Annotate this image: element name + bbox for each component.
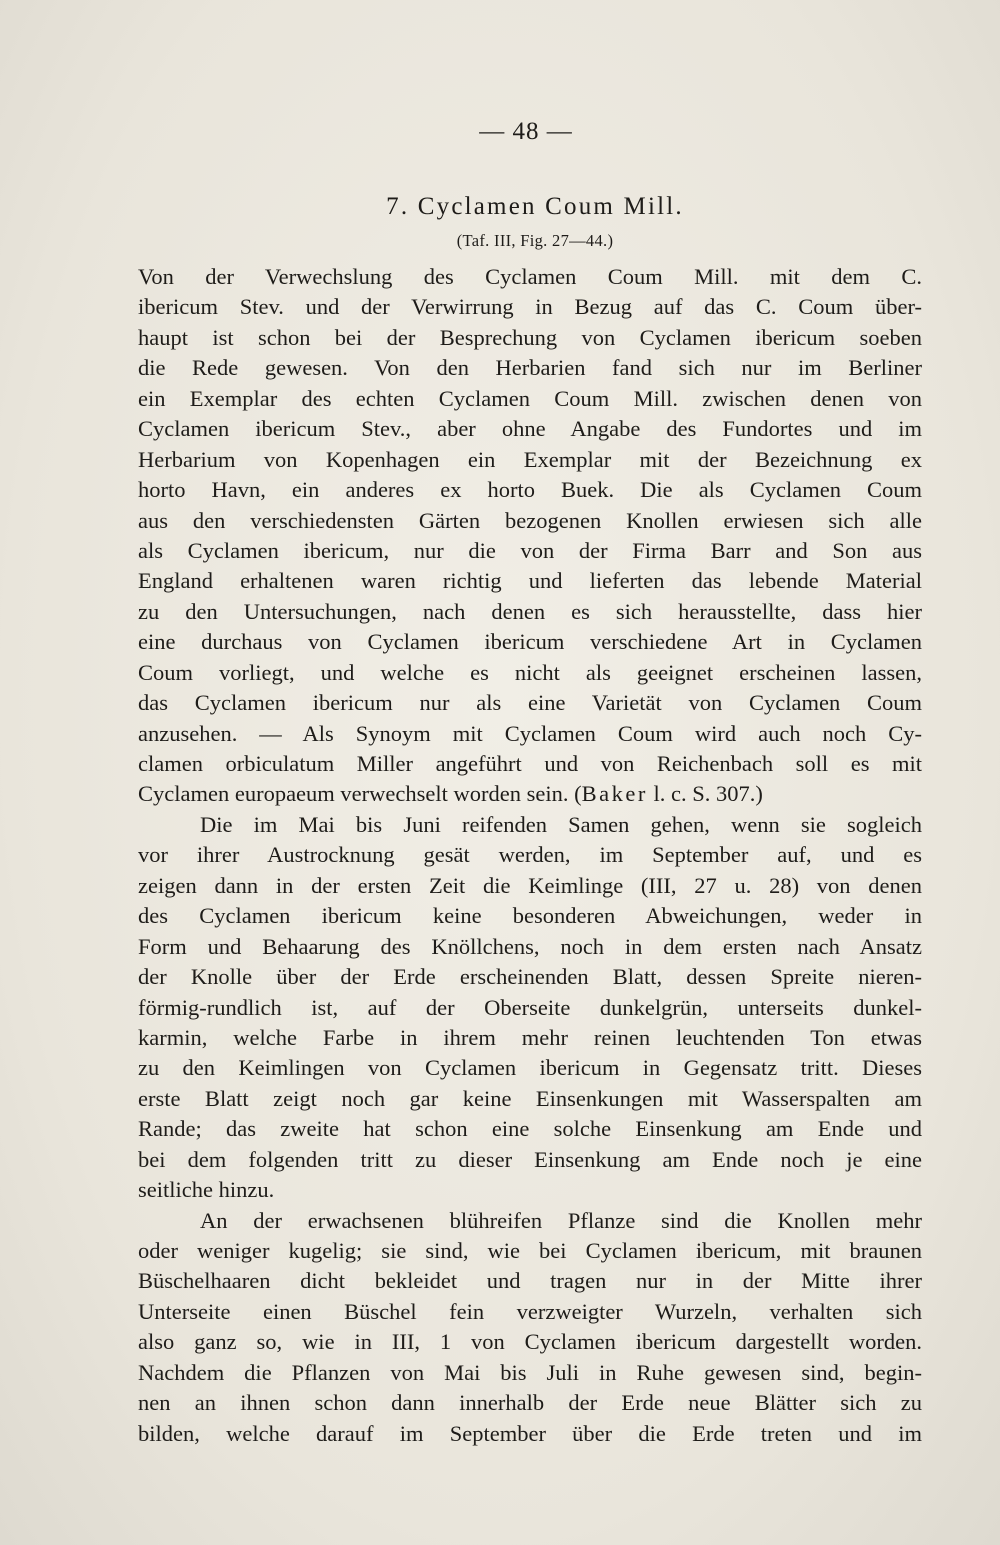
text-line [138,414,922,444]
text-line [138,810,922,840]
text-line [138,1053,922,1083]
line-text: erste Blatt zeigt noch gar keine Einsenkungen mit Wasserspalten am [138,1085,922,1111]
text-line [138,627,922,657]
line-text: horto Havn, ein anderes ex horto Buek. Die als Cyclamen Coum [138,477,922,503]
text-line [138,1388,922,1418]
text-line [138,353,922,383]
figure-reference: (Taf. III, Fig. 27—44.) [456,231,614,250]
line-text: Form und Behaarung des Knöllchens, noch in dem ersten nach Ansatz [138,933,922,959]
text-line [138,871,922,901]
line-text: Cyclamen europaeum verwechselt worden sein. ( [138,781,582,807]
text-line [138,749,922,779]
text-line [138,506,922,536]
line-text: oder weniger kugelig; sie sind, wie bei Cyclamen ibericum, mit braunen [138,1238,922,1263]
line-text: Unterseite einen Büschel fein verzweigter Wurzeln, verhalten sich [138,1298,922,1324]
line-text: Nachdem die Pflanzen von Mai bis Juli in Ruhe gewesen sind, begin- [138,1359,922,1385]
text-line [138,475,922,505]
line-text: eine durchaus von Cyclamen ibericum verschiedene Art in Cyclamen [138,629,922,655]
body-text [138,262,922,1449]
line-text: zeigen dann in der ersten Zeit die Keimlinge (III, 27 u. 28) von denen [138,872,922,898]
line-text: Herbarium von Kopenhagen ein Exemplar mit der Bezeichnung ex [138,446,922,472]
text-line [138,1145,922,1175]
line-text: Büschelhaaren dicht bekleidet und tragen nur in der Mitte ihrer [138,1268,922,1294]
text-line [138,840,922,870]
line-text: Cyclamen ibericum Stev., aber ohne Angabe des Fundortes und im [138,416,922,442]
text-line [138,1114,922,1144]
line-text: des Cyclamen ibericum keine besonderen Abweichungen, weder in [138,903,922,929]
text-line [138,719,922,749]
line-text: seitliche hinzu. [138,1177,275,1203]
text-line [138,1419,922,1449]
citation-text: l. c. S. 307.) [647,781,763,807]
text-line [138,262,922,292]
text-line [138,779,922,809]
line-text: zu den Keimlingen von Cyclamen ibericum in Gegensatz tritt. Dieses [138,1055,922,1081]
text-line [138,993,922,1023]
line-text: der Knolle über der Erde erscheinenden Blatt, dessen Spreite nieren- [138,964,922,990]
text-line [138,962,922,992]
line-text: Die im Mai bis Juni reifenden Samen gehen, wenn sie sogleich [200,811,922,837]
section-heading: 7. Cyclamen Coum Mill. [386,193,684,220]
line-text: vor ihrer Austrocknung gesät werden, im September auf, und es [138,842,922,868]
author-name: Baker [581,781,648,807]
text-line [138,688,922,718]
line-text: aus den verschiedensten Gärten bezogenen Knollen erwiesen sich alle [138,507,922,533]
line-text: anzusehen. — Als Synoym mit Cyclamen Coum wird auch noch Cy- [138,720,922,746]
line-text: nen an ihnen schon dann innerhalb der Erde neue Blätter sich zu [138,1390,922,1416]
line-text: karmin, welche Farbe in ihrem mehr reinen leuchtenden Ton etwas [138,1024,922,1050]
text-line [138,566,922,596]
line-text: clamen orbiculatum Miller angeführt und von Reichenbach soll es mit [138,751,922,776]
text-line [138,1175,922,1205]
line-text: das Cyclamen ibericum nur als eine Varietät von Cyclamen Coum [138,690,922,716]
line-text: haupt ist schon bei der Besprechung von Cyclamen ibericum soeben [138,324,922,350]
text-line [138,1236,922,1266]
page-number: — 48 — [479,118,573,145]
line-text: zu den Untersuchungen, nach denen es sich herausstellte, dass hier [138,598,922,624]
text-line [138,597,922,627]
line-text: förmig-rundlich ist, auf der Oberseite dunkelgrün, unterseits dunkel- [138,994,922,1020]
line-text: als Cyclamen ibericum, nur die von der Firma Barr and Son aus [138,537,922,563]
line-text: bilden, welche darauf im September über die Erde treten und im [138,1420,922,1446]
text-line [138,1358,922,1388]
line-text: bei dem folgenden tritt zu dieser Einsenkung am Ende noch je eine [138,1146,922,1172]
text-line [138,292,922,322]
line-text: An der erwachsenen blühreifen Pflanze sind die Knollen mehr [200,1207,922,1233]
line-text: England erhaltenen waren richtig und lieferten das lebende Material [138,568,922,594]
line-text: also ganz so, wie in III, 1 von Cyclamen ibericum dargestellt worden. [138,1329,922,1355]
text-line [138,1023,922,1053]
text-line [138,1266,922,1296]
line-text: Von der Verwechslung des Cyclamen Coum Mill. mit dem C. [138,264,922,289]
text-line [138,384,922,414]
text-line [138,1327,922,1357]
text-line [138,1084,922,1114]
text-line [138,323,922,353]
text-line [138,1297,922,1327]
text-line [138,658,922,688]
line-text: die Rede gewesen. Von den Herbarien fand sich nur im Berliner [138,355,922,381]
text-line [138,445,922,475]
line-text: Rande; das zweite hat schon eine solche Einsenkung am Ende und [138,1116,922,1142]
text-line [138,932,922,962]
text-line [138,901,922,931]
text-line [138,1206,922,1236]
line-text: ibericum Stev. und der Verwirrung in Bezug auf das C. Coum über- [138,294,922,320]
line-text: Coum vorliegt, und welche es nicht als geeignet erscheinen lassen, [138,659,922,685]
line-text: ein Exemplar des echten Cyclamen Coum Mill. zwischen denen von [138,385,922,411]
text-line [138,536,922,566]
